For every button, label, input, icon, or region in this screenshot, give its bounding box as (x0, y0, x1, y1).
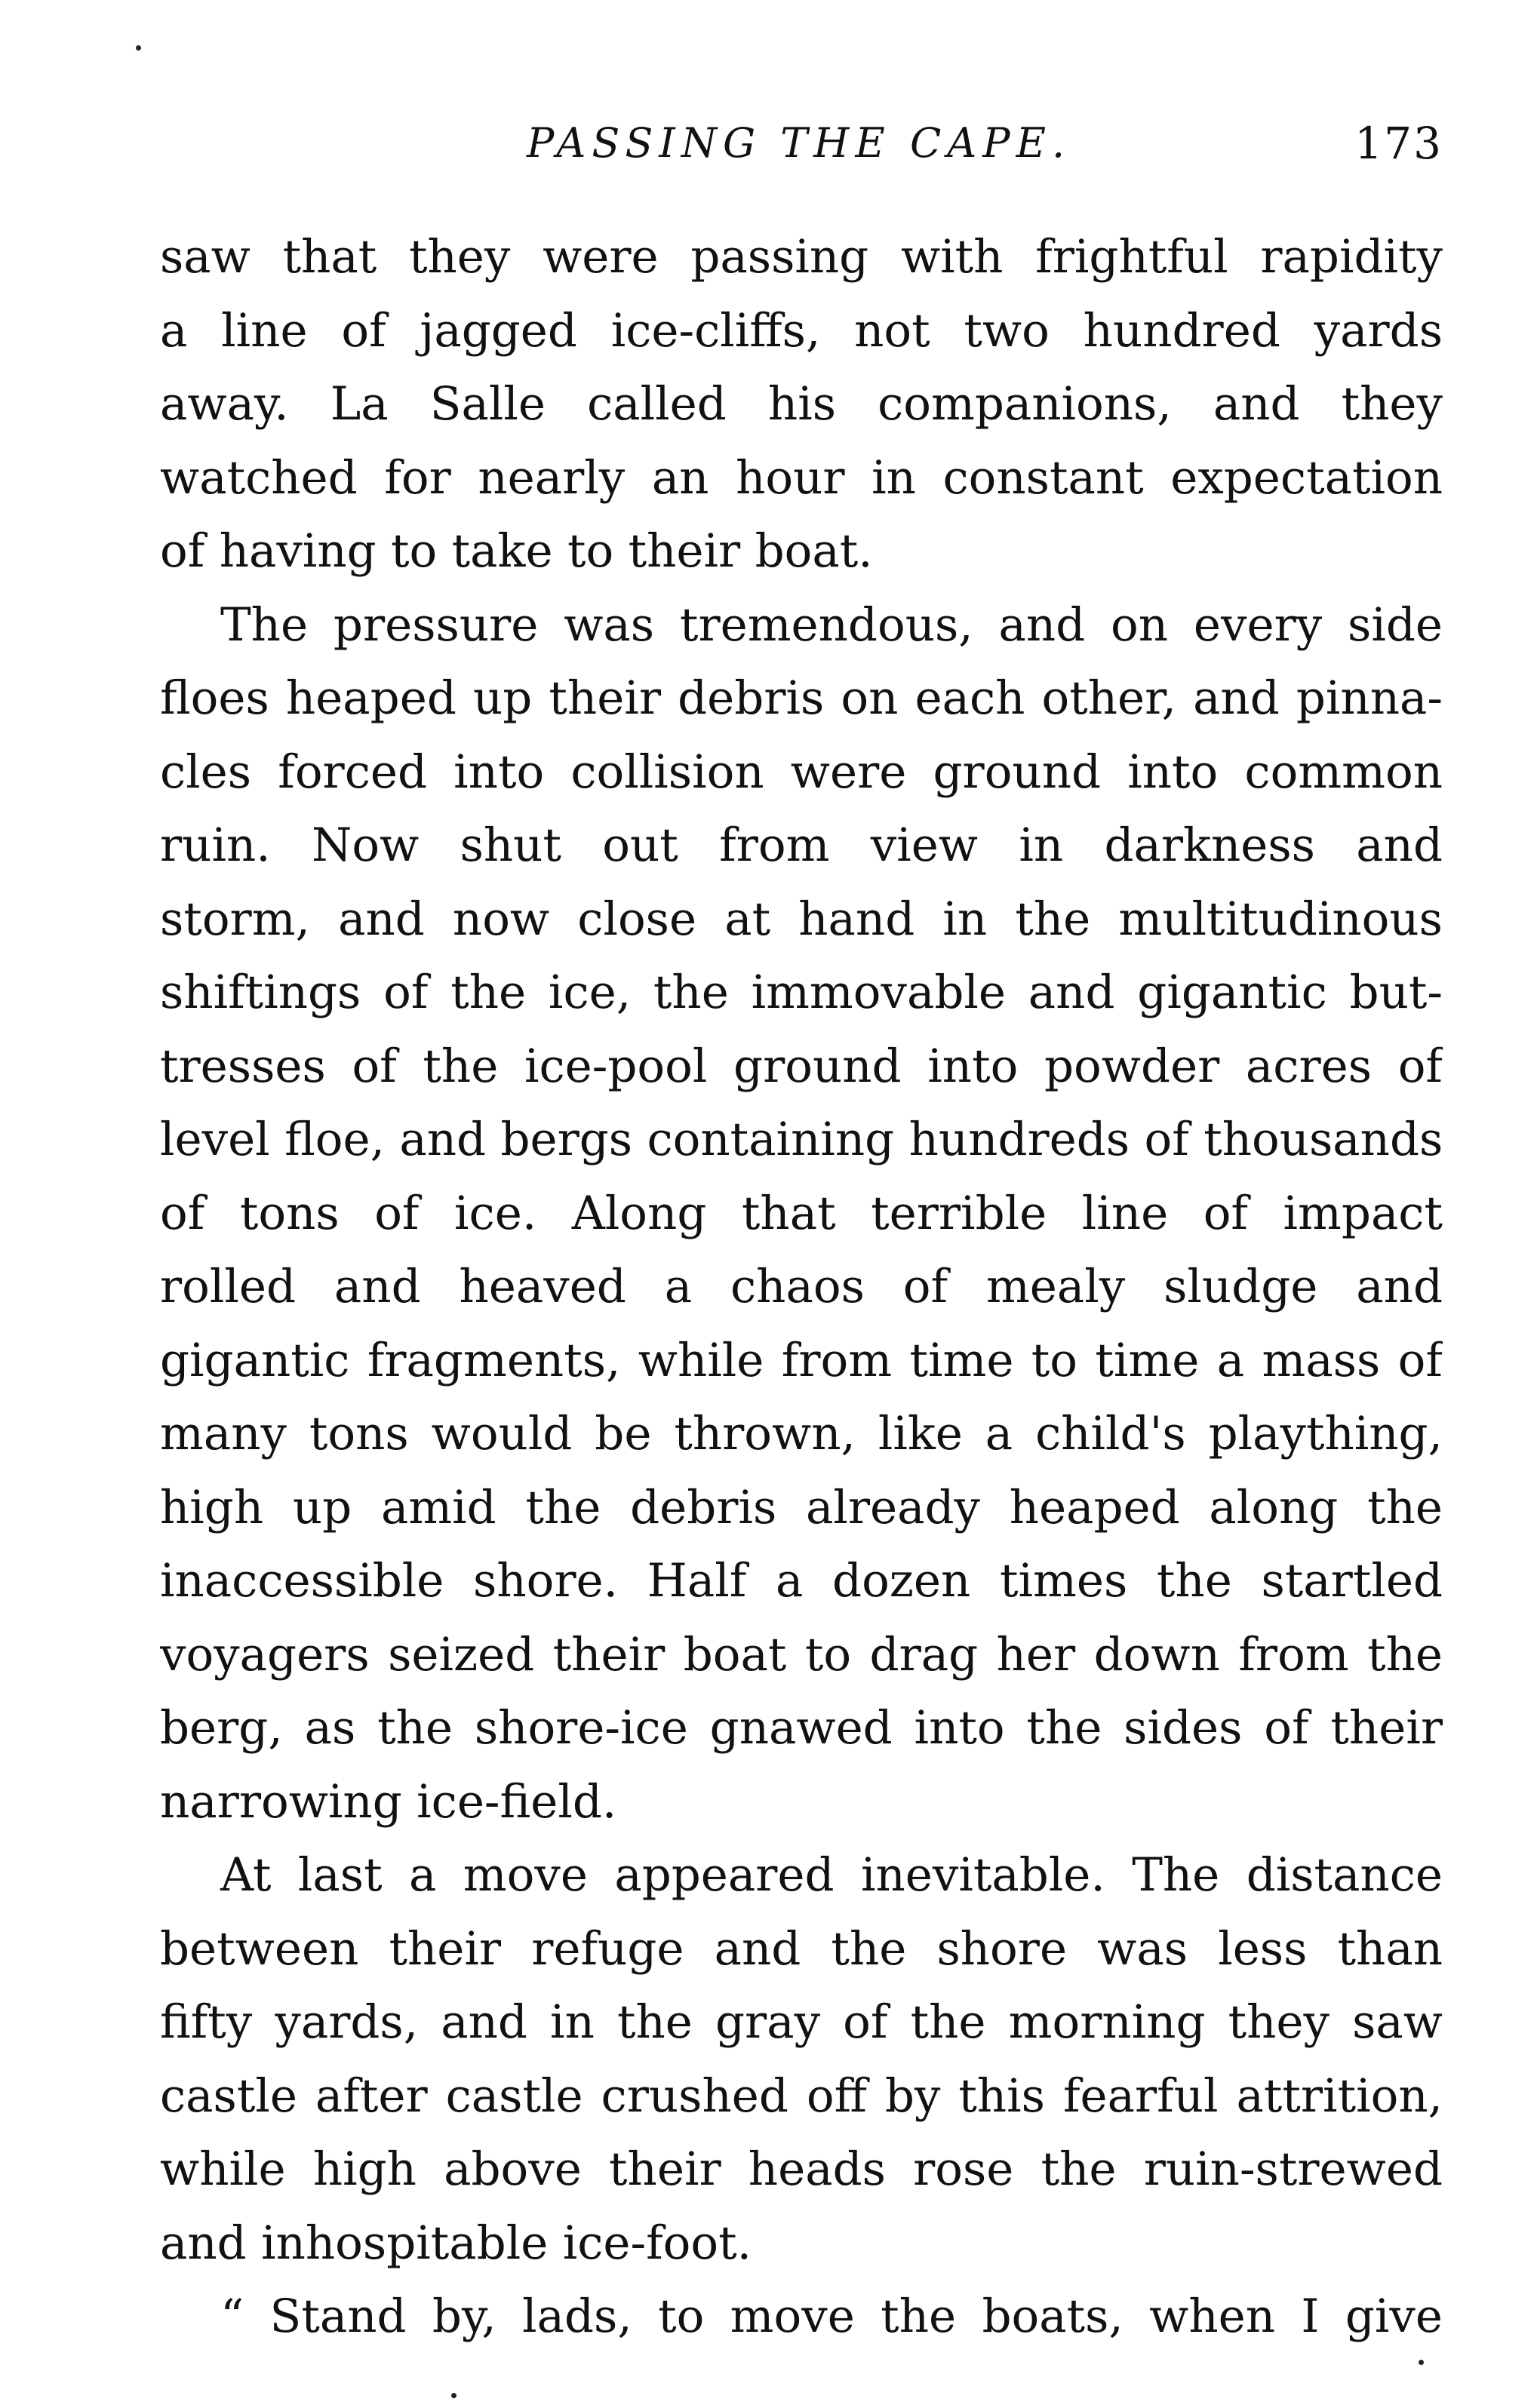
text-line: storm, and now close at hand in the multitudinous (160, 892, 1443, 946)
text-line: berg, as the shore-ice gnawed into the sides of their (160, 1701, 1443, 1755)
text-line: ruin. Now shut out from view in darkness and (160, 819, 1443, 872)
text-line: saw that they were passing with frightful rapidity (160, 230, 1443, 284)
text-line: between their refuge and the shore was less than (160, 1921, 1443, 1976)
text-line: watched for nearly an hour in constant expectation (160, 450, 1443, 505)
text-line: voyagers seized their boat to drag her down from the (160, 1627, 1443, 1682)
text-line: a line of jagged ice-cliffs, not two hundred yards (160, 303, 1443, 358)
print-speck (136, 45, 141, 51)
text-line: At last a move appeared inevitable. The distance (220, 1848, 1443, 1902)
running-title: PASSING THE CAPE. (527, 119, 1071, 167)
page-number: 173 (1354, 118, 1443, 169)
text-line: castle after castle crushed off by this fearful attrition, (160, 2069, 1443, 2123)
text-line: fifty yards, and in the gray of the morning they saw (160, 1995, 1443, 2049)
paragraph (160, 1838, 1443, 2280)
paragraph (160, 2280, 1443, 2354)
print-speck (1419, 2360, 1424, 2365)
text-line: floes heaped up their debris on each other, and pinna- (160, 671, 1443, 725)
text-line: while high above their heads rose the ruin-strewed (160, 2142, 1443, 2196)
text-line: tresses of the ice-pool ground into powder acres of (160, 1039, 1443, 1093)
text-line: “ Stand by, lads, to move the boats, when I give (220, 2290, 1443, 2343)
text-line: inaccessible shore. Half a dozen times the startled (160, 1554, 1443, 1608)
print-speck (451, 2393, 456, 2398)
text-line: away. La Salle called his companions, and they (160, 377, 1443, 431)
text-line: gigantic fragments, while from time to time a mass of (160, 1333, 1443, 1387)
text-line: rolled and heaved a chaos of mealy sludge and (160, 1260, 1443, 1313)
paragraph (160, 220, 1443, 588)
text-line: The pressure was tremendous, and on every side (220, 597, 1443, 652)
text-line: of having to take to their boat. (160, 524, 873, 578)
paragraph (160, 588, 1443, 1839)
page-header (160, 113, 1443, 174)
text-line: level floe, and bergs containing hundreds of thousands (160, 1113, 1443, 1166)
body-text (160, 220, 1443, 2354)
text-line: shiftings of the ice, the immovable and gigantic but- (160, 966, 1443, 1019)
text-line: and inhospitable ice-foot. (160, 2216, 752, 2270)
text-line: of tons of ice. Along that terrible line of impact (160, 1186, 1443, 1240)
text-line: cles forced into collision were ground into common (160, 745, 1443, 799)
text-line: high up amid the debris already heaped along the (160, 1480, 1443, 1534)
text-line: many tons would be thrown, like a child's plaything, (160, 1407, 1443, 1460)
text-line: narrowing ice-field. (160, 1774, 617, 1829)
